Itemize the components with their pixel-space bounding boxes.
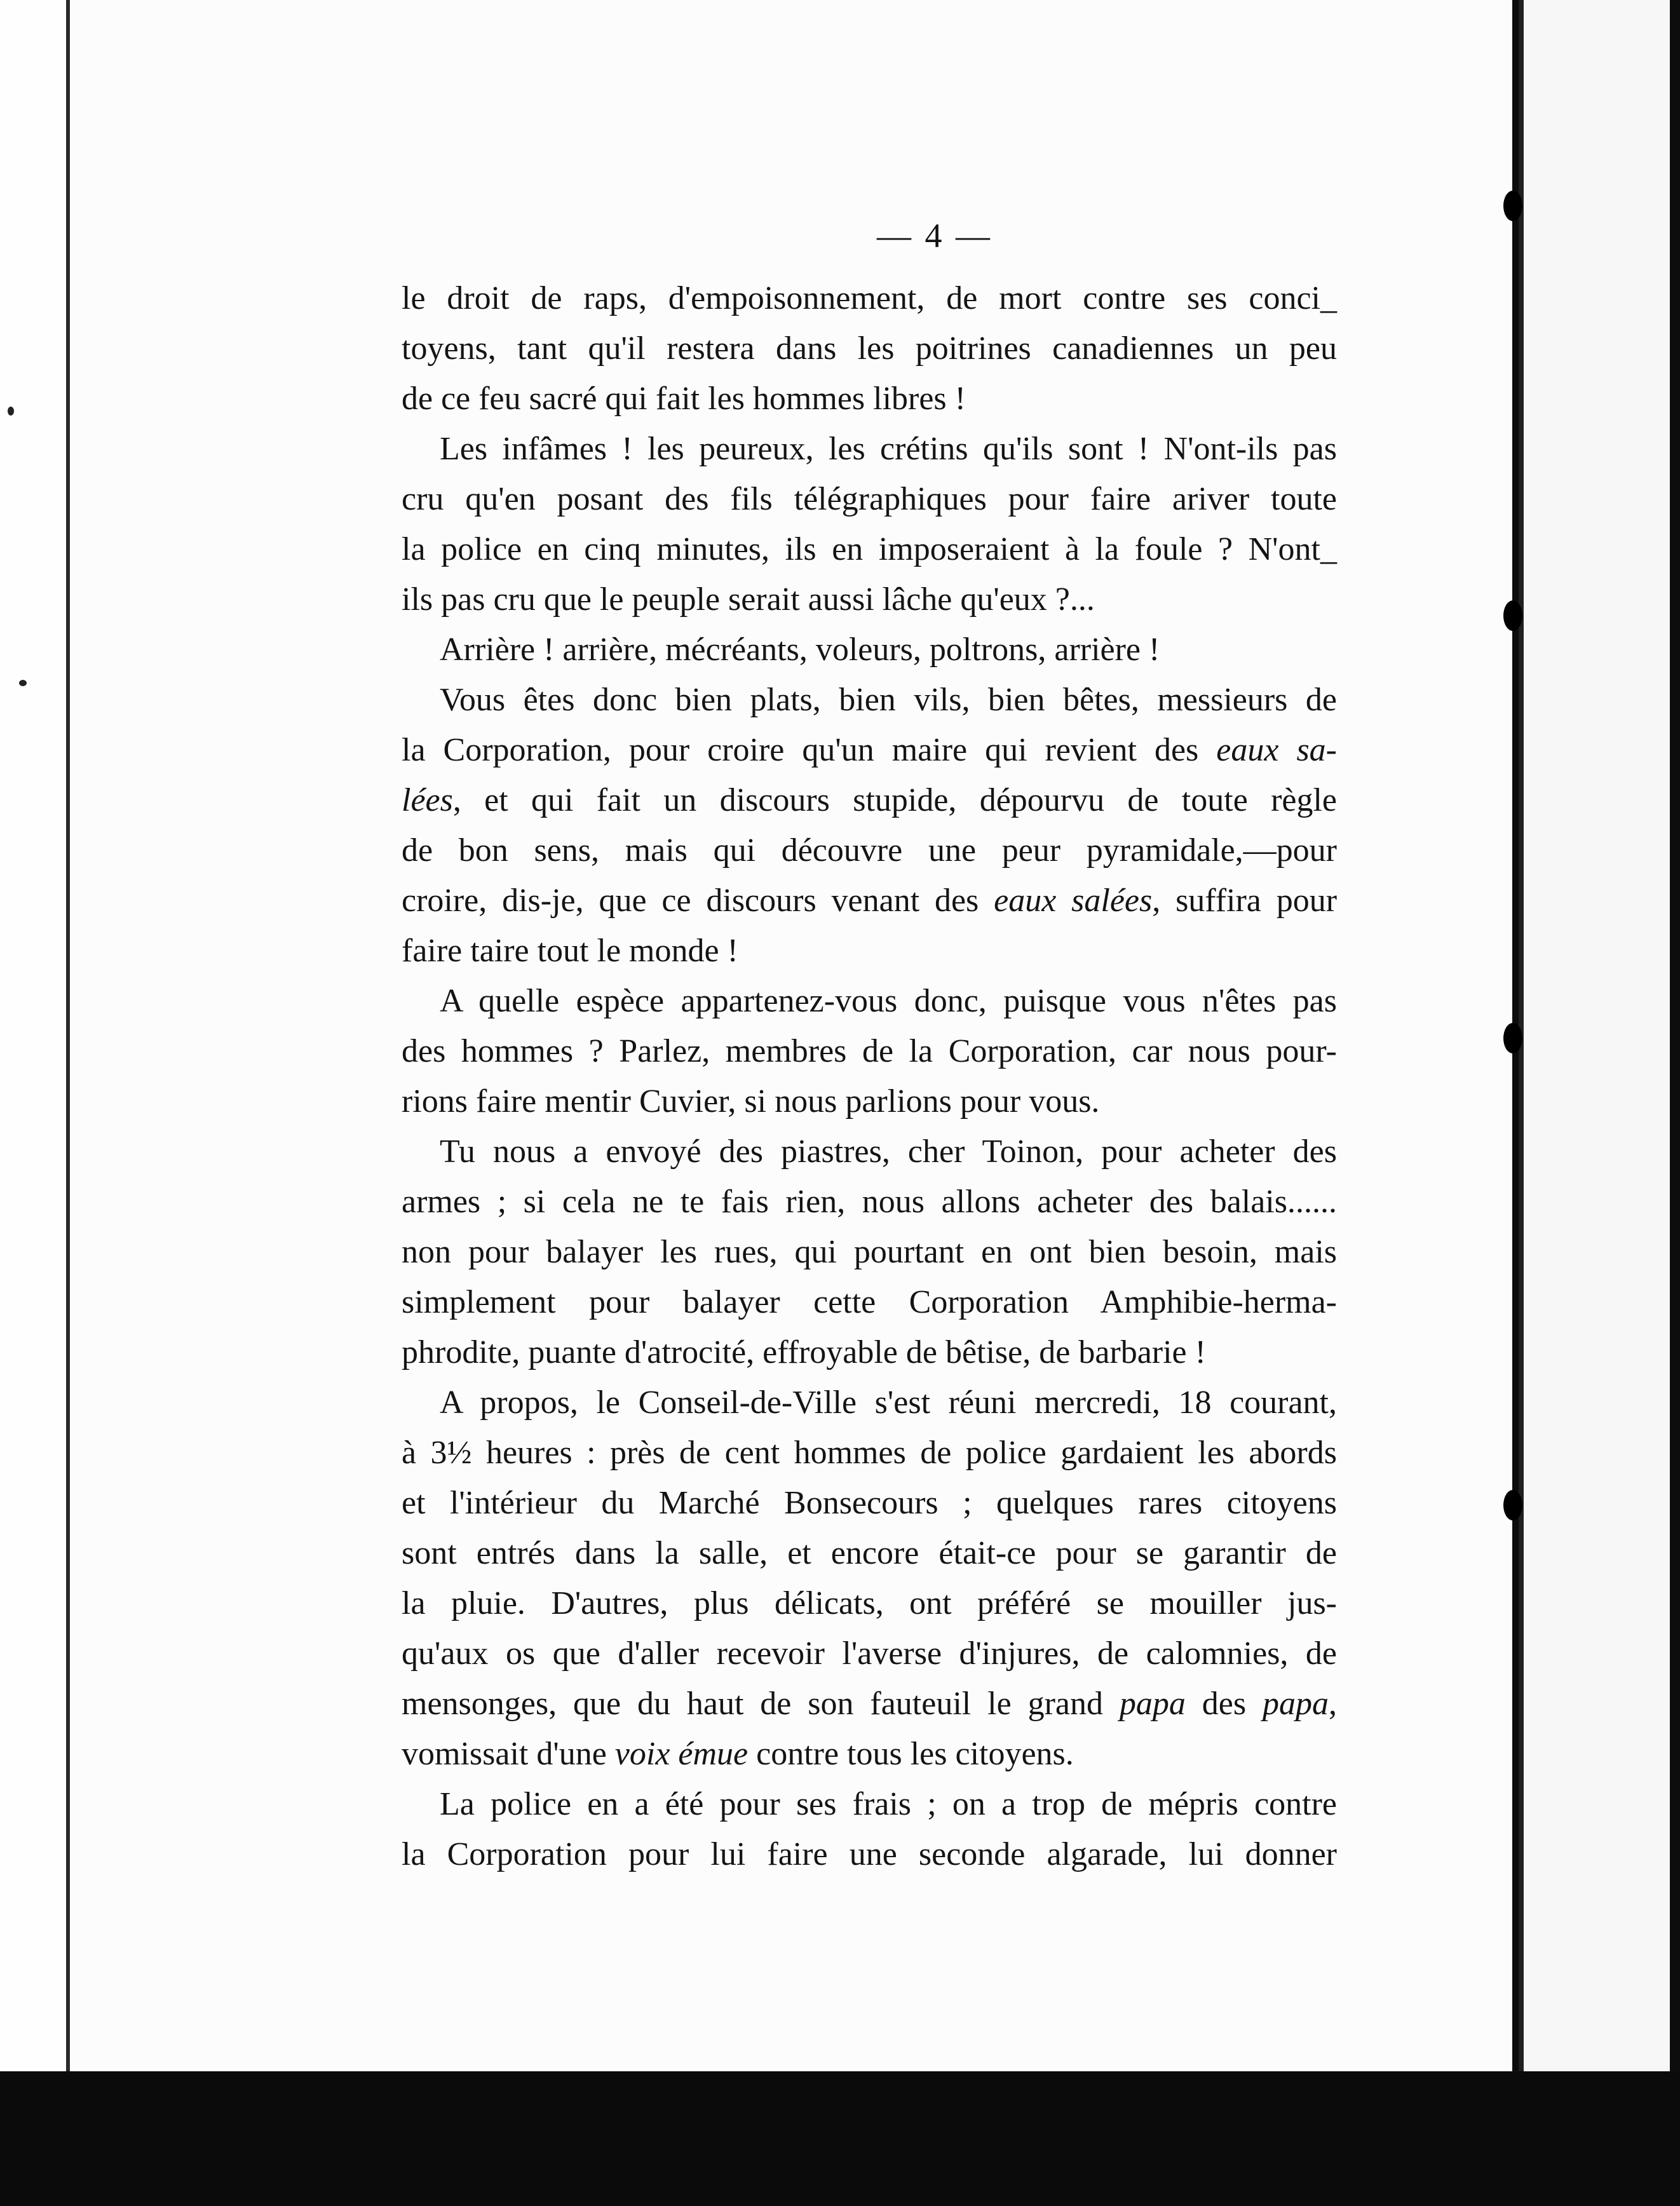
text-line: Arrière ! arrière, mécréants, voleurs, poltrons, arrière ! [440, 632, 1160, 668]
text-line: toyens, tant qu'il restera dans les poitrines canadiennes un peu [402, 330, 1337, 367]
text-line: de ce feu sacré qui fait les hommes libres ! [402, 381, 966, 417]
text-line: phrodite, puante d'atrocité, effroyable de bêtise, de barbarie ! [402, 1334, 1206, 1370]
text-line: armes ; si cela ne te fais rien, nous allons acheter des balais...... [402, 1184, 1337, 1220]
text-line: non pour balayer les rues, qui pourtant en ont bien besoin, mais [402, 1234, 1337, 1270]
text-line: de bon sens, mais qui découvre une peur pyramidale,—pour [402, 832, 1337, 869]
body-text [402, 273, 1337, 1879]
binding-hole [1503, 1023, 1522, 1053]
scan-bottom-border [0, 2071, 1680, 2206]
text-line: ils pas cru que le peuple serait aussi lâche qu'eux ?... [402, 581, 1095, 618]
text-line: La police en a été pour ses frais ; on a trop de mépris contre [440, 1786, 1337, 1822]
page-number: — 4 — [877, 217, 992, 255]
text-line: mensonges, que du haut de son fauteuil le grand papa des papa, [402, 1686, 1337, 1722]
binding-hole [1503, 191, 1522, 221]
text-line: sont entrés dans la salle, et encore était-ce pour se garantir de [402, 1535, 1337, 1571]
binding-hole [1503, 1490, 1522, 1520]
ink-speck [19, 680, 27, 686]
text-line: qu'aux os que d'aller recevoir l'averse d'injures, de calomnies, de [402, 1635, 1337, 1672]
text-line: à 3½ heures : près de cent hommes de police gardaient les abords [402, 1435, 1337, 1471]
text-line: A propos, le Conseil-de-Ville s'est réuni mercredi, 18 courant, [440, 1384, 1337, 1421]
text-line: et l'intérieur du Marché Bonsecours ; quelques rares citoyens [402, 1485, 1337, 1521]
adjacent-page-edge [1519, 0, 1670, 2090]
text-line: la police en cinq minutes, ils en imposeraient à la foule ? N'ont_ [402, 531, 1337, 567]
text-line: le droit de raps, d'empoisonnement, de mort contre ses conci_ [402, 280, 1337, 316]
text-line: la pluie. D'autres, plus délicats, ont préféré se mouiller jus- [402, 1585, 1337, 1621]
text-line: lées, et qui fait un discours stupide, dépourvu de toute règle [402, 782, 1337, 818]
text-line: la Corporation pour lui faire une seconde algarade, lui donner [402, 1836, 1337, 1872]
text-line: A quelle espèce appartenez-vous donc, puisque vous n'êtes pas [440, 983, 1337, 1019]
text-line: vomissait d'une voix émue contre tous les citoyens. [402, 1736, 1074, 1772]
text-line: cru qu'en posant des fils télégraphiques pour faire ariver toute [402, 481, 1337, 517]
ink-speck [8, 407, 14, 416]
text-line: faire taire tout le monde ! [402, 933, 738, 969]
text-line: Tu nous a envoyé des piastres, cher Toinon, pour acheter des [440, 1133, 1337, 1170]
text-line: croire, dis-je, que ce discours venant des eaux salées, suffira pour [402, 883, 1338, 919]
text-line: Vous êtes donc bien plats, bien vils, bien bêtes, messieurs de [440, 682, 1337, 718]
text-line: la Corporation, pour croire qu'un maire qui revient des eaux sa- [402, 732, 1337, 768]
binding-hole [1503, 600, 1522, 631]
text-line: simplement pour balayer cette Corporation Amphibie-herma- [402, 1284, 1337, 1320]
text-line: rions faire mentir Cuvier, si nous parlions pour vous. [402, 1083, 1100, 1120]
left-page-edge [0, 0, 66, 2206]
text-line: Les infâmes ! les peureux, les crétins qu'ils sont ! N'ont-ils pas [440, 431, 1337, 467]
text-line: des hommes ? Parlez, membres de la Corporation, car nous pour- [402, 1033, 1337, 1069]
